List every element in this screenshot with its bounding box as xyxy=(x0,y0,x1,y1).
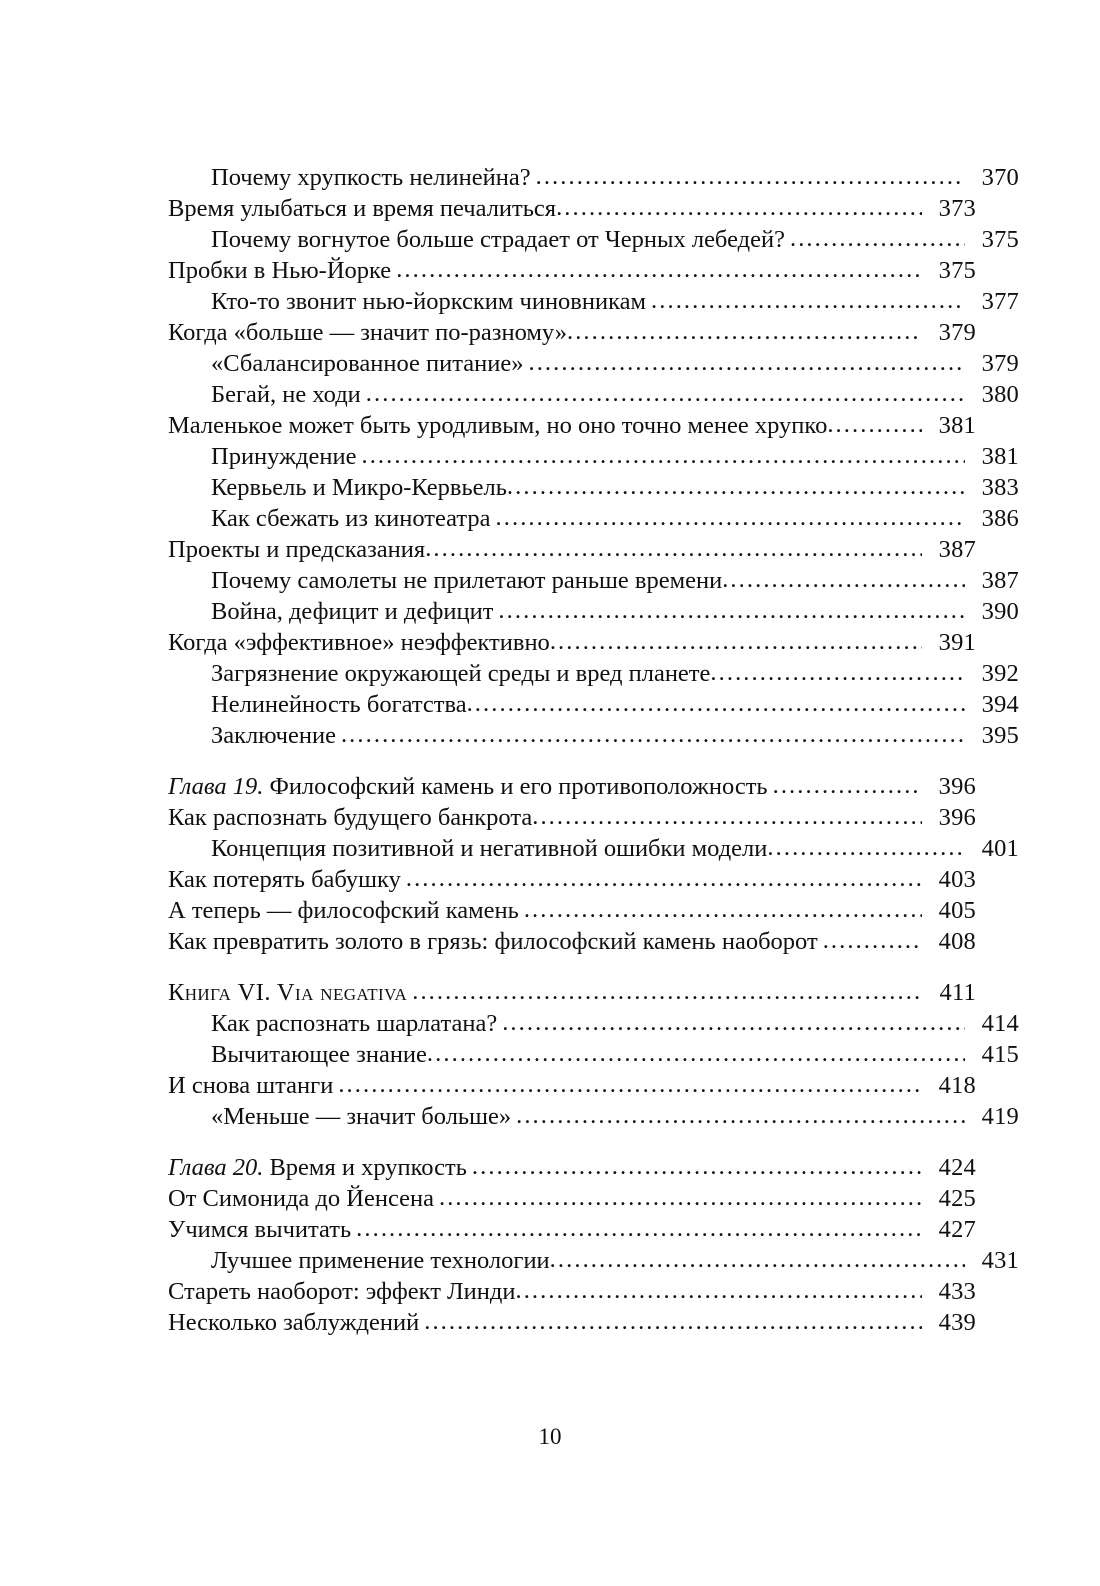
toc-dot-leader xyxy=(496,502,965,533)
toc-dot-leader xyxy=(424,1306,922,1337)
toc-entry-title: Кто-то звонит нью-йоркским чиновникам xyxy=(211,288,647,315)
toc-entry-title: Война, дефицит и дефицит xyxy=(211,598,494,625)
toc-entry-title: Почему вогнутое больше страдает от Черных лебедей? xyxy=(211,226,785,253)
toc-dot-leader xyxy=(767,832,965,863)
toc-entry-page-number: 439 xyxy=(938,1309,976,1336)
toc-entry[interactable] xyxy=(168,472,1019,503)
toc-entry-page-number: 375 xyxy=(938,257,976,284)
toc-entry-title: Вычитающее знание xyxy=(211,1041,427,1068)
toc-entry-page-number: 386 xyxy=(981,505,1019,532)
toc-entry-page-number: 433 xyxy=(938,1278,976,1305)
toc-entry-title: Как превратить золото в грязь: философский камень наоборот xyxy=(168,928,818,955)
toc-entry[interactable] xyxy=(168,410,976,441)
toc-dot-leader xyxy=(516,1100,965,1131)
toc-entry-page-number: 381 xyxy=(981,443,1019,470)
toc-entry-title: Принуждение xyxy=(211,443,357,470)
toc-entry[interactable] xyxy=(168,977,976,1008)
toc-dot-leader xyxy=(827,409,922,440)
toc-entry-title: Как сбежать из кинотеатра xyxy=(211,505,491,532)
toc-dot-leader xyxy=(550,1244,965,1275)
toc-dot-leader xyxy=(502,1007,965,1038)
toc-entry-page-number: 405 xyxy=(938,897,976,924)
toc-entry-page-number: 414 xyxy=(981,1010,1019,1037)
toc-dot-leader xyxy=(823,925,922,956)
toc-dot-leader xyxy=(427,1038,965,1069)
toc-group xyxy=(168,977,1019,1132)
toc-dot-leader xyxy=(524,894,922,925)
toc-dot-leader xyxy=(722,564,965,595)
toc-entry-title: Почему самолеты не прилетают раньше времени xyxy=(211,567,723,594)
toc-dot-leader xyxy=(396,254,922,285)
toc-entry[interactable] xyxy=(168,1307,976,1338)
toc-entry-title: Как потерять бабушку xyxy=(168,866,401,893)
toc-chapter-label: Глава 20. xyxy=(168,1154,264,1181)
toc-entry[interactable] xyxy=(168,864,976,895)
toc-entry[interactable] xyxy=(168,1214,976,1245)
toc-entry-title: Как распознать будущего банкрота xyxy=(168,804,533,831)
toc-entry[interactable] xyxy=(168,1008,1019,1039)
page-folio: 10 xyxy=(538,1424,562,1449)
toc-dot-leader xyxy=(710,657,965,688)
toc-entry[interactable] xyxy=(168,317,976,348)
toc-entry[interactable] xyxy=(168,162,1019,193)
toc-entry-page-number: 379 xyxy=(981,350,1019,377)
toc-entry-page-number: 375 xyxy=(981,226,1019,253)
toc-entry-title: Нелинейность богатства xyxy=(211,691,467,718)
toc-entry-page-number: 401 xyxy=(981,835,1019,862)
toc-dot-leader xyxy=(356,1213,922,1244)
toc-entry-title: Кервьель и Микро-Кервьель xyxy=(211,474,507,501)
toc-entry-page-number: 387 xyxy=(938,536,976,563)
toc-entry-page-number: 380 xyxy=(981,381,1019,408)
toc-dot-leader xyxy=(515,1275,922,1306)
toc-entry[interactable] xyxy=(168,193,976,224)
toc-dot-leader xyxy=(790,223,965,254)
toc-entry-page-number: 411 xyxy=(939,979,976,1006)
toc-entry-page-number: 379 xyxy=(938,319,976,346)
toc-entry-title: Проекты и предсказания xyxy=(168,536,426,563)
toc-entry-page-number: 391 xyxy=(938,629,976,656)
toc-entry[interactable] xyxy=(168,1070,976,1101)
toc-group xyxy=(168,771,1019,957)
toc-dot-leader xyxy=(556,192,922,223)
toc-entry-title: «Сбалансированное питание» xyxy=(211,350,524,377)
toc-entry-title: От Симонида до Йенсена xyxy=(168,1185,434,1212)
toc-entry[interactable] xyxy=(168,1245,1019,1276)
toc-entry-page-number: 381 xyxy=(938,412,976,439)
toc-entry[interactable] xyxy=(168,1039,1019,1070)
toc-entry[interactable] xyxy=(168,895,976,926)
toc-entry-title: Загрязнение окружающей среды и вред планете xyxy=(211,660,711,687)
toc-entry-title: «Меньше — значит больше» xyxy=(211,1103,512,1130)
toc-entry-page-number: 396 xyxy=(938,773,976,800)
toc-entry-page-number: 395 xyxy=(981,722,1019,749)
toc-entry[interactable] xyxy=(168,565,1019,596)
toc-entry-page-number: 415 xyxy=(981,1041,1019,1068)
toc-entry-title: Стареть наоборот: эффект Линди xyxy=(168,1278,516,1305)
toc-chapter-label: Глава 19. xyxy=(168,773,264,800)
toc-entry[interactable] xyxy=(168,802,976,833)
toc-entry-page-number: 387 xyxy=(981,567,1019,594)
toc-entry-title: Когда «эффективное» неэффективно xyxy=(168,629,550,656)
toc-dot-leader xyxy=(528,347,965,378)
toc-dot-leader xyxy=(425,533,922,564)
toc-dot-leader xyxy=(467,688,965,719)
toc-entry[interactable] xyxy=(168,441,1019,472)
toc-entry-title: Книга VI. Via negativa xyxy=(168,979,408,1006)
toc-dot-leader xyxy=(651,285,965,316)
toc-entry-page-number: 390 xyxy=(981,598,1019,625)
toc-entry-title: Почему хрупкость нелинейна? xyxy=(211,164,531,191)
toc-dot-leader xyxy=(507,471,965,502)
toc-entry-title: Концепция позитивной и негативной ошибки модели xyxy=(211,835,768,862)
toc-entry-title: Учимся вычитать xyxy=(168,1216,352,1243)
toc-entry-page-number: 408 xyxy=(938,928,976,955)
toc-entry-title: Глава 20. Время и хрупкость xyxy=(168,1154,467,1181)
toc-dot-leader xyxy=(472,1151,922,1182)
toc-group xyxy=(168,1152,1019,1338)
toc-entry[interactable] xyxy=(168,720,1019,751)
toc-entry-title: Глава 19. Философский камень и его противоположность xyxy=(168,773,768,800)
toc-entry[interactable] xyxy=(168,658,1019,689)
toc-entry-page-number: 383 xyxy=(981,474,1019,501)
toc-entry-page-number: 373 xyxy=(938,195,976,222)
toc-entry[interactable] xyxy=(168,348,1019,379)
toc-entry-page-number: 424 xyxy=(938,1154,976,1181)
toc-entry-title: Как распознать шарлатана? xyxy=(211,1010,498,1037)
toc-entry[interactable] xyxy=(168,534,976,565)
toc-entry-title: Лучшее применение технологии xyxy=(211,1247,550,1274)
toc-dot-leader xyxy=(406,863,922,894)
toc-entry-page-number: 377 xyxy=(981,288,1019,315)
toc-dot-leader xyxy=(341,719,965,750)
toc-entry-page-number: 419 xyxy=(981,1103,1019,1130)
toc-entry-title: А теперь — философский камень xyxy=(168,897,519,924)
toc-dot-leader xyxy=(361,440,965,471)
toc-entry[interactable] xyxy=(168,224,1019,255)
toc-entry[interactable] xyxy=(168,1276,976,1307)
toc-dot-leader xyxy=(338,1069,922,1100)
toc-dot-leader xyxy=(439,1182,922,1213)
toc-entry[interactable] xyxy=(168,255,976,286)
toc-dot-leader xyxy=(366,378,965,409)
toc-entry-page-number: 427 xyxy=(938,1216,976,1243)
toc-entry-title: И снова штанги xyxy=(168,1072,334,1099)
toc-entry-title: Заключение xyxy=(211,722,336,749)
toc-entry-title: Маленькое может быть уродливым, но оно точно менее хрупко xyxy=(168,412,828,439)
toc-entry[interactable] xyxy=(168,689,1019,720)
table-of-contents xyxy=(168,162,1019,1338)
toc-entry-title: Когда «больше — значит по-разному» xyxy=(168,319,567,346)
toc-entry[interactable] xyxy=(168,286,1019,317)
toc-entry-title: Бегай, не ходи xyxy=(211,381,361,408)
toc-dot-leader xyxy=(567,316,922,347)
toc-entry-title: Пробки в Нью-Йорке xyxy=(168,257,392,284)
toc-entry[interactable] xyxy=(168,627,976,658)
toc-entry-title: Время улыбаться и время печалиться xyxy=(168,195,557,222)
toc-entry-title: Несколько заблуждений xyxy=(168,1309,420,1336)
toc-entry-page-number: 403 xyxy=(938,866,976,893)
toc-entry[interactable] xyxy=(168,596,1019,627)
toc-dot-leader xyxy=(412,976,922,1007)
toc-dot-leader xyxy=(773,770,922,801)
toc-entry-page-number: 425 xyxy=(938,1185,976,1212)
toc-entry[interactable] xyxy=(168,503,1019,534)
toc-dot-leader xyxy=(532,801,922,832)
toc-entry[interactable] xyxy=(168,1183,976,1214)
toc-entry[interactable] xyxy=(168,379,1019,410)
toc-entry[interactable] xyxy=(168,1152,976,1183)
toc-entry-page-number: 394 xyxy=(981,691,1019,718)
toc-entry-page-number: 418 xyxy=(938,1072,976,1099)
toc-entry[interactable] xyxy=(168,926,976,957)
toc-entry-page-number: 396 xyxy=(938,804,976,831)
toc-dot-leader xyxy=(536,161,965,192)
toc-dot-leader xyxy=(550,626,922,657)
toc-entry[interactable] xyxy=(168,771,976,802)
toc-dot-leader xyxy=(498,595,965,626)
toc-entry-page-number: 431 xyxy=(981,1247,1019,1274)
toc-entry-page-number: 392 xyxy=(981,660,1019,687)
toc-group xyxy=(168,162,1019,751)
toc-entry[interactable] xyxy=(168,1101,1019,1132)
toc-entry-page-number: 370 xyxy=(981,164,1019,191)
toc-entry[interactable] xyxy=(168,833,1019,864)
